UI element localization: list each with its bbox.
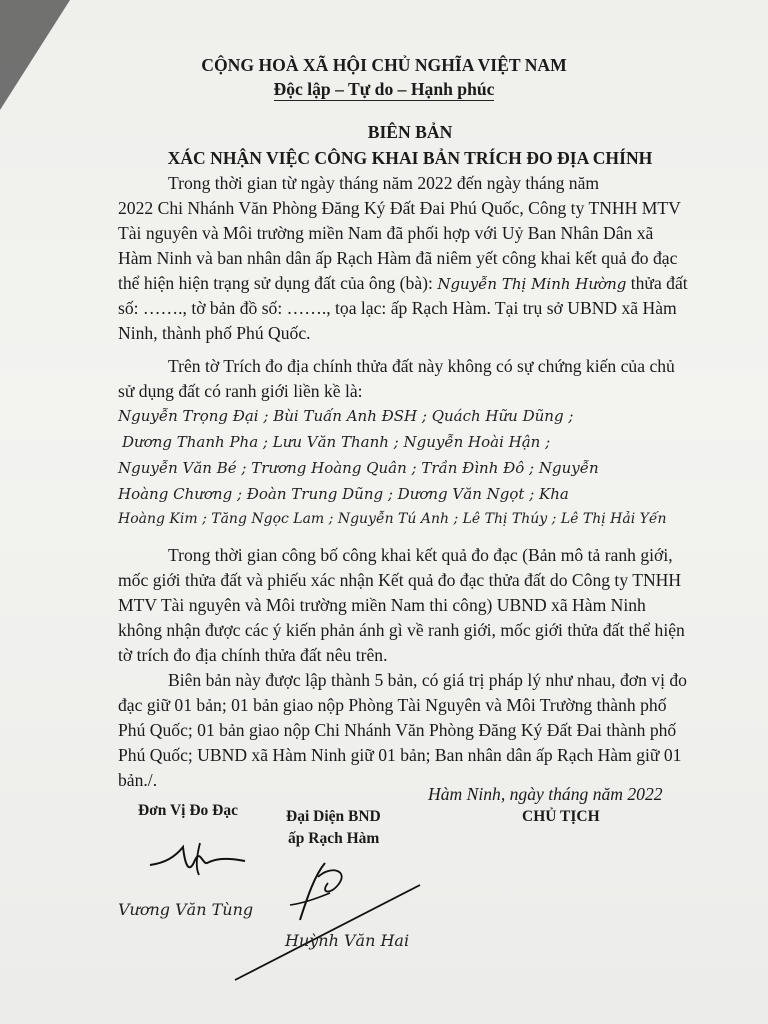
- para3-line1: Trong thời gian công bố công khai kết quả đo đạc (Bản mô tả ranh giới,: [168, 545, 673, 565]
- para4-line5: bản./.: [118, 770, 158, 790]
- place-date: Hàm Ninh, ngày tháng năm 2022: [428, 784, 663, 804]
- doc-subtitle: XÁC NHẬN VIỆC CÔNG KHAI BẢN TRÍCH ĐO ĐỊA CHÍNH: [167, 148, 653, 168]
- para1-line7: Ninh, thành phố Phú Quốc.: [118, 323, 311, 343]
- para2-line2: sử dụng đất có ranh giới liền kề là:: [118, 381, 363, 401]
- para4-line3: Phú Quốc; 01 bản giao nộp Chi Nhánh Văn Phòng Đăng Ký Đất Đai thành phố: [118, 720, 677, 740]
- survey-unit-title: Đơn Vị Đo Đạc: [138, 802, 239, 819]
- doc-title: BIÊN BẢN: [367, 122, 453, 142]
- neighbors-row3: Nguyễn Văn Bé ; Trương Hoàng Quân ; Trần Đình Đô ; Nguyễn: [118, 459, 599, 477]
- survey-unit-name: Vương Văn Tùng: [118, 900, 254, 919]
- para1-line5: [118, 273, 688, 294]
- para1-line2: 2022 Chi Nhánh Văn Phòng Đăng Ký Đất Đai Phú Quốc, Công ty TNHH MTV: [118, 198, 681, 218]
- para1-line4: Hàm Ninh và ban nhân dân ấp Rạch Hàm đã niêm yết công khai kết quả đo đạc: [118, 248, 678, 268]
- owner-name-handwritten: Nguyễn Thị Minh Hường: [437, 275, 627, 293]
- nation-heading: CỘNG HOÀ XÃ HỘI CHỦ NGHĨA VIỆT NAM: [201, 55, 567, 75]
- bnd-signature: [230, 855, 430, 985]
- motto-text: Độc lập – Tự do – Hạnh phúc: [273, 79, 495, 99]
- para1-line3: Tài nguyên và Môi trường miền Nam đã phối hợp với Uỷ Ban Nhân Dân xã: [118, 223, 654, 243]
- neighbors-row2: Dương Thanh Pha ; Lưu Văn Thanh ; Nguyễn Hoài Hận ;: [122, 433, 551, 451]
- bnd-title-line2: ấp Rạch Hàm: [288, 830, 380, 847]
- para1-line5-start: thể hiện hiện trạng sử dụng đất của ông (bà):: [118, 273, 433, 293]
- para4-line2: đạc giữ 01 bản; 01 bản giao nộp Phòng Tài Nguyên và Môi Trường thành phố: [118, 695, 667, 715]
- para3-line4: không nhận được các ý kiến phản ánh gì về ranh giới, mốc giới thửa đất thể hiện: [118, 620, 685, 640]
- para1-line1: Trong thời gian từ ngày tháng năm 2022 đến ngày tháng năm: [168, 173, 600, 193]
- para3-line5: tờ trích đo địa chính thửa đất nêu trên.: [118, 645, 388, 665]
- para4-line4: Phú Quốc; UBND xã Hàm Ninh giữ 01 bản; Ban nhân dân ấp Rạch Hàm giữ 01: [118, 745, 682, 765]
- para2-line1: Trên tờ Trích đo địa chính thửa đất này không có sự chứng kiến của chủ: [168, 356, 675, 376]
- neighbors-row4: Hoàng Chương ; Đoàn Trung Dũng ; Dương Văn Ngọt ; Kha: [118, 485, 569, 503]
- para1-line6: số: ……., tờ bản đồ số: ……., tọa lạc: ấp Rạch Hàm. Tại trụ sở UBND xã Hàm: [118, 298, 677, 318]
- para3-line2: mốc giới thửa đất và phiếu xác nhận Kết quả đo đạc thửa đất do Công ty TNHH: [118, 570, 682, 590]
- para4-line1: Biên bản này được lập thành 5 bản, có giá trị pháp lý như nhau, đơn vị đo: [168, 670, 687, 690]
- neighbors-row1: Nguyễn Trọng Đại ; Bùi Tuấn Anh ĐSH ; Quách Hữu Dũng ;: [118, 407, 574, 425]
- neighbors-row5: Hoàng Kim ; Tăng Ngọc Lam ; Nguyễn Tú Anh ; Lê Thị Thúy ; Lê Thị Hải Yến: [118, 511, 667, 527]
- motto: [0, 79, 768, 100]
- para1-line5-end: thửa đất: [630, 273, 688, 293]
- para3-line3: MTV Tài nguyên và Môi trường miền Nam thi công) UBND xã Hàm Ninh: [118, 595, 646, 615]
- bnd-title-line1: Đại Diện BND: [286, 808, 381, 825]
- bnd-name: Huỳnh Văn Hai: [285, 931, 410, 950]
- chairman-title: CHỦ TỊCH: [522, 808, 600, 825]
